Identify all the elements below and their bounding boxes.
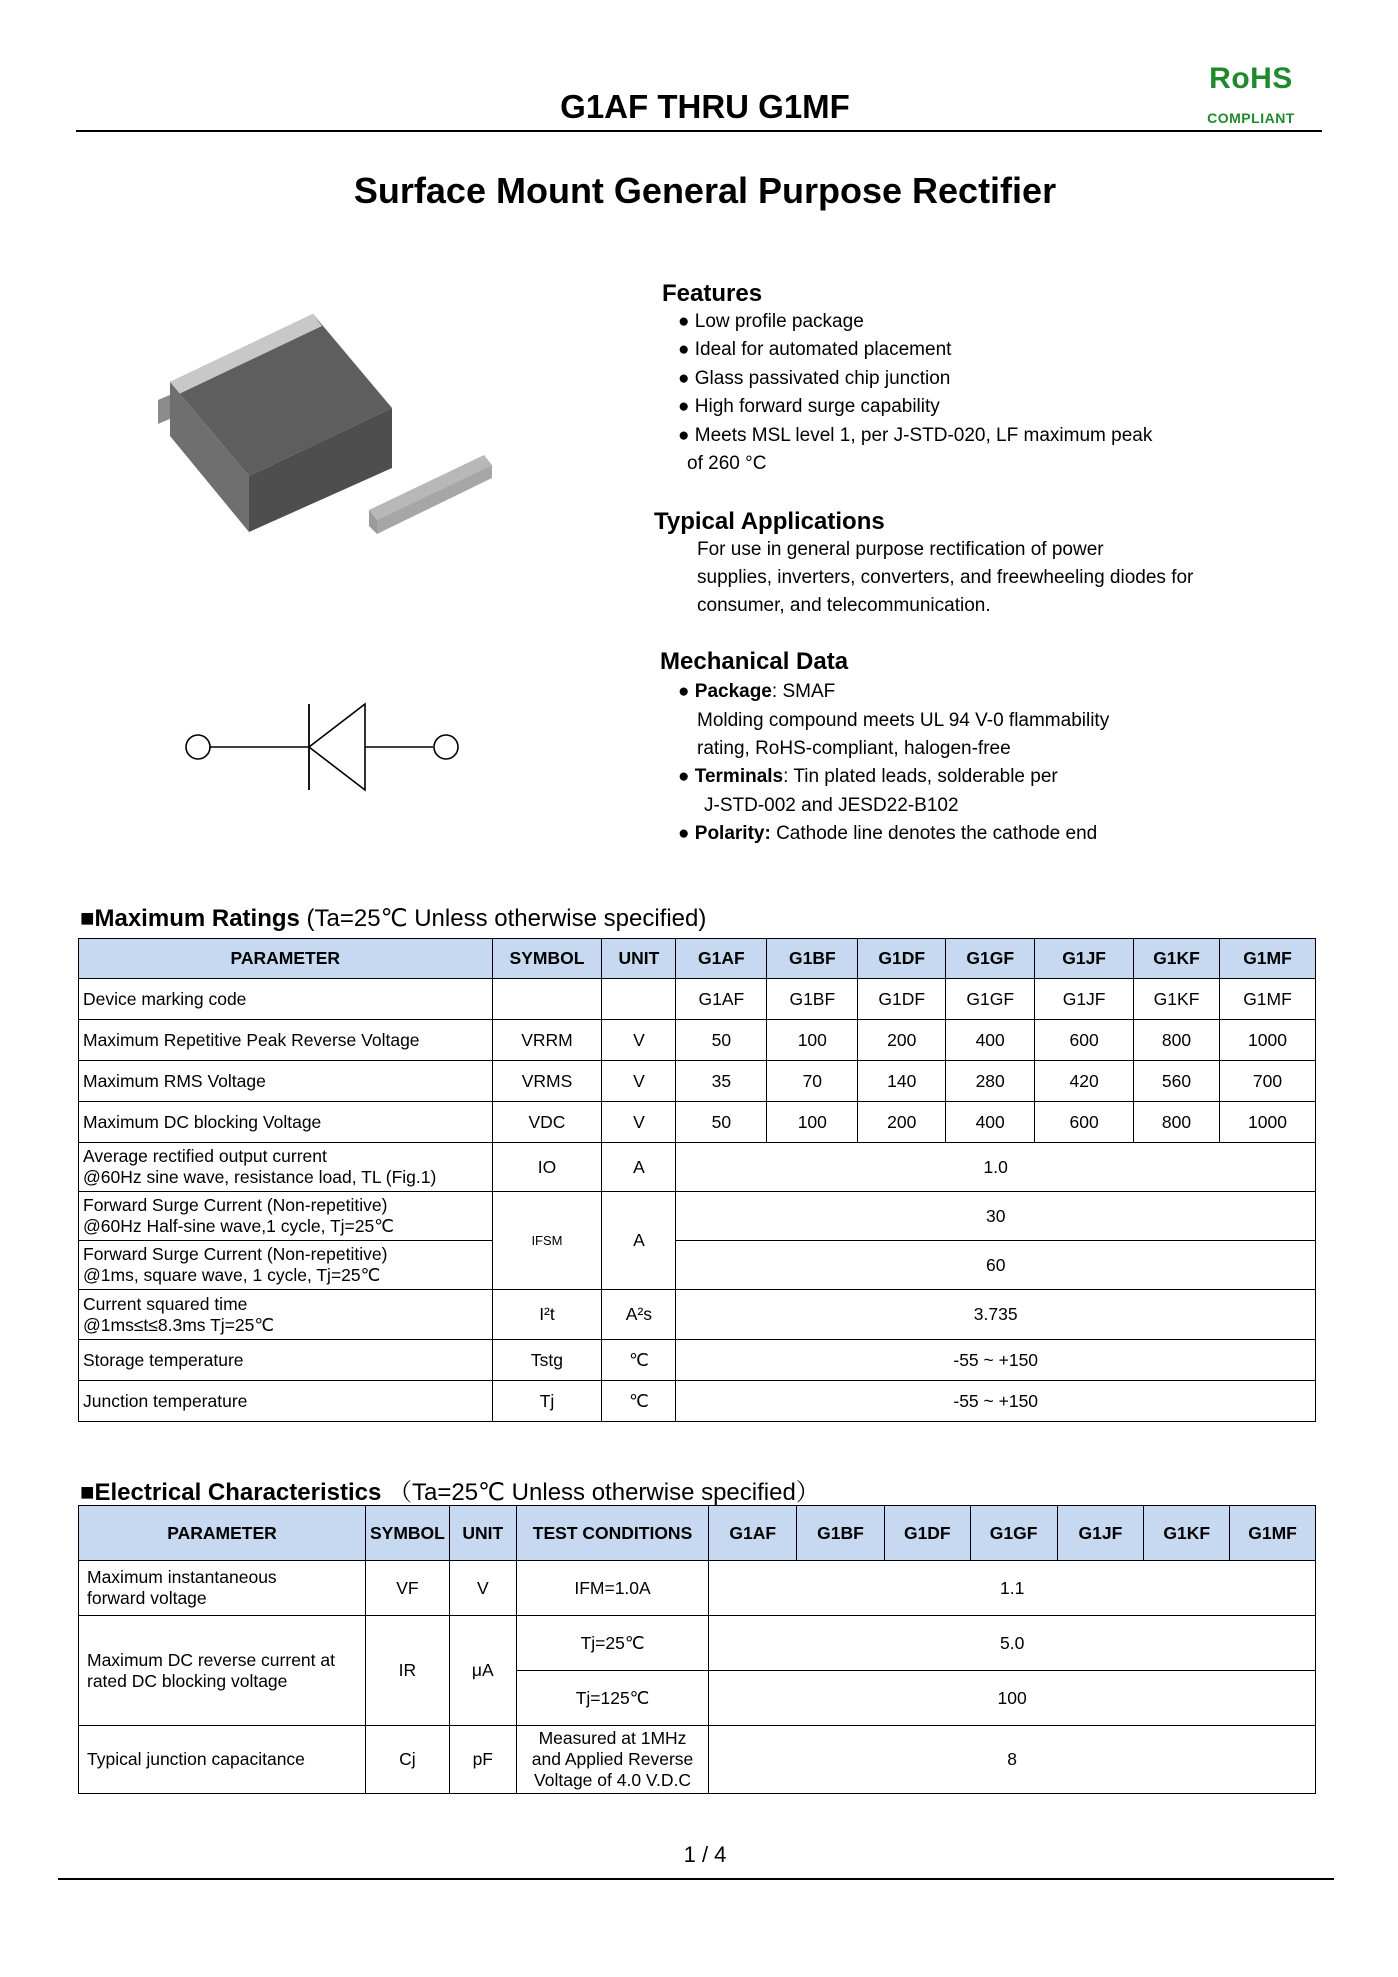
header-cell: UNIT xyxy=(449,1506,516,1561)
header-cell: G1GF xyxy=(970,1506,1057,1561)
table-row: Forward Surge Current (Non-repetitive) @1ms, square wave, 1 cycle, Tj=25℃ 60 xyxy=(79,1241,1316,1290)
table-row: Current squared time @1ms≤t≤8.3ms Tj=25℃ I²t A²s 3.735 xyxy=(79,1290,1316,1340)
header-cell: G1MF xyxy=(1220,939,1316,979)
table-row: Forward Surge Current (Non-repetitive) @60Hz Half-sine wave,1 cycle, Tj=25℃ IFSM A 30 xyxy=(79,1192,1316,1241)
mechanical-heading: Mechanical Data xyxy=(660,648,849,675)
feature-item: ● Low profile package xyxy=(678,311,864,332)
header-cell: PARAMETER xyxy=(79,939,493,979)
mechanical-package-detail: rating, RoHS-compliant, halogen-free xyxy=(697,738,1011,759)
max-ratings-title: ■Maximum Ratings (Ta=25℃ Unless otherwise specified) xyxy=(80,905,707,932)
applications-text: For use in general purpose rectification of power xyxy=(697,539,1104,560)
table-header-row xyxy=(79,939,1316,979)
header-cell: UNIT xyxy=(602,939,676,979)
table-row: Maximum DC blocking Voltage VDC V 50 100 200 400 600 800 1000 xyxy=(79,1102,1316,1143)
table-row: Average rectified output current @60Hz sine wave, resistance load, TL (Fig.1) IO A 1.0 xyxy=(79,1143,1316,1192)
table-row: Maximum DC reverse current at rated DC blocking voltage IR μA Tj=25℃ 5.0 xyxy=(79,1616,1316,1671)
part-range-title: G1AF THRU G1MF xyxy=(560,88,850,125)
mechanical-polarity: ● Polarity: Cathode line denotes the cathode end xyxy=(678,823,1098,844)
table-row: Typical junction capacitance Cj pF Measured at 1MHz and Applied Reverse Voltage of 4.0 V.D.C 8 xyxy=(79,1726,1316,1794)
mechanical-terminals-detail: J-STD-002 and JESD22-B102 xyxy=(704,795,959,816)
header-cell: G1AF xyxy=(676,939,767,979)
footer-divider xyxy=(58,1878,1334,1880)
header-cell: G1AF xyxy=(709,1506,797,1561)
applications-heading: Typical Applications xyxy=(654,508,885,535)
mechanical-package-detail: Molding compound meets UL 94 V-0 flammability xyxy=(697,710,1110,731)
diode-symbol xyxy=(178,698,468,798)
page-number: 1 / 4 xyxy=(683,1842,727,1867)
header-cell: SYMBOL xyxy=(492,939,602,979)
table-row: Maximum Repetitive Peak Reverse Voltage VRRM V 50 100 200 400 600 800 1000 xyxy=(79,1020,1316,1061)
feature-item: ● Ideal for automated placement xyxy=(678,339,952,360)
header-cell: G1GF xyxy=(946,939,1035,979)
header-cell: G1BF xyxy=(767,939,858,979)
mechanical-package: ● Package: SMAF xyxy=(678,681,836,702)
header-divider xyxy=(76,130,1322,132)
header-cell: G1BF xyxy=(797,1506,885,1561)
header-cell: G1DF xyxy=(858,939,946,979)
package-illustration xyxy=(150,300,520,610)
table-row: Junction temperature Tj ℃ -55 ~ +150 xyxy=(79,1381,1316,1422)
feature-item: ● Meets MSL level 1, per J-STD-020, LF maximum peak xyxy=(678,425,1153,446)
feature-item: ● High forward surge capability xyxy=(678,396,940,417)
header-cell: TEST CONDITIONS xyxy=(516,1506,709,1561)
header-cell: G1DF xyxy=(884,1506,970,1561)
header-cell: G1JF xyxy=(1057,1506,1144,1561)
feature-item-continuation: of 260 °C xyxy=(687,453,767,474)
table-row: Tj=125℃ 100 xyxy=(79,1671,1316,1726)
mechanical-terminals: ● Terminals: Tin plated leads, solderable per xyxy=(678,766,1058,787)
applications-text: consumer, and telecommunication. xyxy=(697,595,991,616)
electrical-title: ■Electrical Characteristics （Ta=25℃ Unless otherwise specified） xyxy=(80,1479,820,1506)
table-header-row xyxy=(79,1506,1316,1561)
table-row: Maximum RMS Voltage VRMS V 35 70 140 280 420 560 700 xyxy=(79,1061,1316,1102)
header-cell: G1MF xyxy=(1230,1506,1316,1561)
electrical-table xyxy=(78,1505,1316,1794)
header-cell: G1KF xyxy=(1144,1506,1230,1561)
table-row: Storage temperature Tstg ℃ -55 ~ +150 xyxy=(79,1340,1316,1381)
header-cell: SYMBOL xyxy=(365,1506,449,1561)
header-cell: G1KF xyxy=(1134,939,1220,979)
applications-text: supplies, inverters, converters, and freewheeling diodes for xyxy=(697,567,1194,588)
header-cell: G1JF xyxy=(1035,939,1134,979)
page-subtitle: Surface Mount General Purpose Rectifier xyxy=(353,170,1057,211)
features-heading: Features xyxy=(662,280,763,307)
feature-item: ● Glass passivated chip junction xyxy=(678,368,951,389)
table-row: Device marking code G1AF G1BF G1DF G1GF G1JF G1KF G1MF xyxy=(79,979,1316,1020)
header-cell: PARAMETER xyxy=(79,1506,366,1561)
rohs-logo: RoHS xyxy=(1209,62,1293,95)
rohs-compliant-label: COMPLIANT xyxy=(1207,110,1295,126)
table-row: Maximum instantaneous forward voltage VF V IFM=1.0A 1.1 xyxy=(79,1561,1316,1616)
max-ratings-table xyxy=(78,938,1316,1422)
